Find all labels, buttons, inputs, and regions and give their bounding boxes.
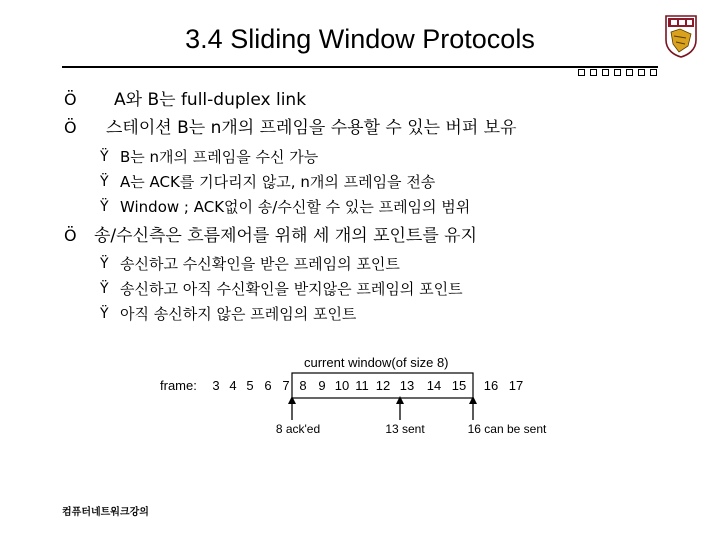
title-underline — [62, 66, 658, 68]
pointer-arrowhead-icon — [396, 396, 404, 404]
pointer-arrowhead-icon — [288, 396, 296, 404]
bullet-text: A와 B는 full-duplex link — [114, 90, 307, 110]
pointer-arrows — [276, 396, 547, 436]
sub-bullet-text: 아직 송신하지 않은 프레임의 포인트 — [120, 305, 357, 323]
sub-bullet-marker-icon: Ÿ — [100, 281, 109, 297]
frame-number: 13 — [399, 378, 415, 393]
sub-bullet-marker-icon: Ÿ — [100, 149, 109, 165]
frame-number: 11 — [355, 378, 369, 393]
frame-number: 16 — [483, 378, 499, 393]
bullet-marker-icon: Ö — [64, 118, 77, 137]
pointer-label: 13 sent — [385, 422, 425, 436]
frame-number: 7 — [282, 378, 290, 393]
university-crest-icon — [664, 14, 698, 58]
frame-number: 12 — [375, 378, 391, 393]
frame-number: 10 — [334, 378, 350, 393]
sub-bullet-marker-icon: Ÿ — [100, 174, 109, 190]
pointer-label: 8 ack'ed — [275, 422, 321, 436]
pointer-label: 16 can be sent — [467, 422, 547, 436]
window-label: current window(of size 8) — [304, 355, 449, 370]
bullet-text: 송/수신측은 흐름제어를 위해 세 개의 포인트를 유지 — [94, 226, 478, 246]
sub-bullet-marker-icon: Ÿ — [100, 199, 109, 215]
frame-label: frame: — [160, 378, 197, 393]
frame-numbers — [212, 378, 523, 393]
frame-number: 8 — [299, 378, 307, 393]
frame-number: 5 — [246, 378, 254, 393]
slide-title: 3.4 Sliding Window Protocols — [185, 24, 535, 54]
bullet-marker-icon: Ö — [64, 90, 77, 109]
sub-bullet-marker-icon: Ÿ — [100, 306, 109, 322]
frame-number: 17 — [508, 378, 524, 393]
sub-bullet-text: B는 n개의 프레임을 수신 가능 — [120, 148, 319, 166]
sub-bullet-text: Window ; ACK없이 송/수신할 수 있는 프레임의 범위 — [120, 198, 471, 216]
sliding-window-diagram — [0, 340, 720, 450]
bullet-marker-icon: Ö — [64, 226, 77, 245]
frame-number: 3 — [212, 378, 220, 393]
frame-number: 6 — [264, 378, 272, 393]
frame-number: 14 — [426, 378, 442, 393]
footer-text: 컴퓨터네트워크강의 — [62, 507, 149, 518]
sub-bullet-text: 송신하고 아직 수신확인을 받지않은 프레임의 포인트 — [120, 280, 463, 298]
sub-bullet-text: A는 ACK를 기다리지 않고, n개의 프레임을 전송 — [120, 173, 436, 191]
frame-number: 4 — [229, 378, 237, 393]
pointer-arrowhead-icon — [469, 396, 477, 404]
bullet-text: 스테이션 B는 n개의 프레임을 수용할 수 있는 버퍼 보유 — [106, 118, 517, 138]
sub-bullet-text: 송신하고 수신확인을 받은 프레임의 포인트 — [120, 255, 400, 273]
frame-number: 9 — [318, 378, 326, 393]
frame-number: 15 — [451, 378, 467, 393]
sub-bullet-marker-icon: Ÿ — [100, 256, 109, 272]
